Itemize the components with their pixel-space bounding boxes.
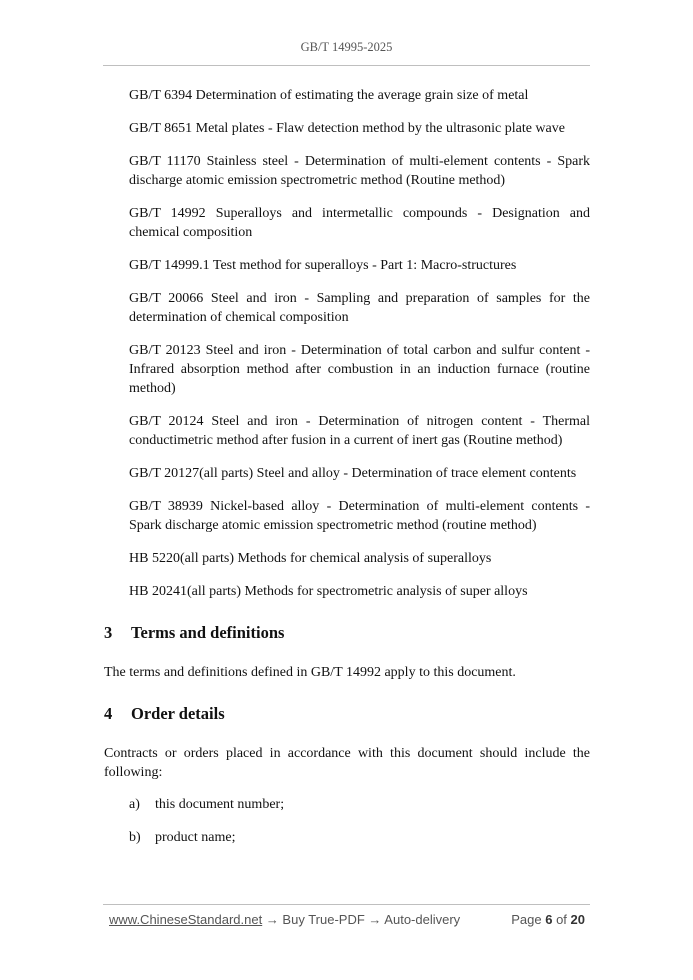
reference-item: GB/T 6394 Determination of estimating the average grain size of metal	[129, 88, 529, 103]
section-4-text: Contracts or orders placed in accordance with this document should include the following:	[104, 746, 590, 780]
list-item-marker: a)	[129, 797, 140, 812]
list-item-text: this document number;	[155, 797, 285, 812]
footer-rule	[103, 904, 590, 905]
list-item	[129, 828, 590, 847]
section-3-text: The terms and definitions defined in GB/T 14992 apply to this document.	[104, 665, 516, 680]
page-number: 6	[545, 912, 553, 927]
reference-item: GB/T 14992 Superalloys and intermetallic compounds - Designation and chemical composition	[129, 206, 590, 240]
of-word: of	[552, 912, 571, 927]
list-item	[129, 795, 590, 814]
list-item-marker: b)	[129, 830, 141, 845]
reference-item: GB/T 20066 Steel and iron - Sampling and preparation of samples for the determination of chemical composition	[129, 291, 590, 325]
reference-item: GB/T 14999.1 Test method for superalloys - Part 1: Macro-structures	[129, 258, 517, 273]
page-body	[104, 86, 590, 861]
footer-links	[109, 912, 460, 927]
reference-item: GB/T 20123 Steel and iron - Determination of total carbon and sulfur content - Infrared absorption method after combustion in an induction furnace (routine method)	[129, 343, 590, 396]
auto-delivery-text: → Auto-delivery	[368, 912, 461, 927]
section-4-title: Order details	[131, 704, 225, 723]
section-4-heading	[104, 704, 590, 724]
header-rule	[103, 65, 590, 66]
section-3-title: Terms and definitions	[131, 623, 285, 642]
page-word: Page	[511, 912, 546, 927]
website-link[interactable]: www.ChineseStandard.net	[109, 912, 263, 927]
page-header: GB/T 14995-2025	[300, 40, 393, 54]
page-indicator	[511, 912, 585, 927]
section-4-number: 4	[104, 704, 113, 723]
buy-pdf-text: → Buy True-PDF	[262, 912, 369, 927]
reference-item: GB/T 38939 Nickel-based alloy - Determination of multi-element contents - Spark discharge atomic emission spectrometric method (routine method)	[129, 499, 590, 533]
section-3-heading	[104, 623, 590, 643]
reference-item: GB/T 8651 Metal plates - Flaw detection method by the ultrasonic plate wave	[129, 121, 565, 136]
reference-item: HB 5220(all parts) Methods for chemical analysis of superalloys	[129, 551, 492, 566]
reference-item: HB 20241(all parts) Methods for spectrometric analysis of super alloys	[129, 584, 528, 599]
reference-item: GB/T 11170 Stainless steel - Determination of multi-element contents - Spark discharge atomic emission spectrometric method (Routine method)	[129, 154, 590, 188]
total-pages: 20	[570, 912, 585, 927]
reference-item: GB/T 20127(all parts) Steel and alloy - Determination of trace element contents	[129, 466, 577, 481]
reference-item: GB/T 20124 Steel and iron - Determination of nitrogen content - Thermal conductimetric method after fusion in a current of inert gas (Routine method)	[129, 414, 590, 448]
list-item-text: product name;	[155, 830, 236, 845]
section-3-number: 3	[104, 623, 113, 642]
